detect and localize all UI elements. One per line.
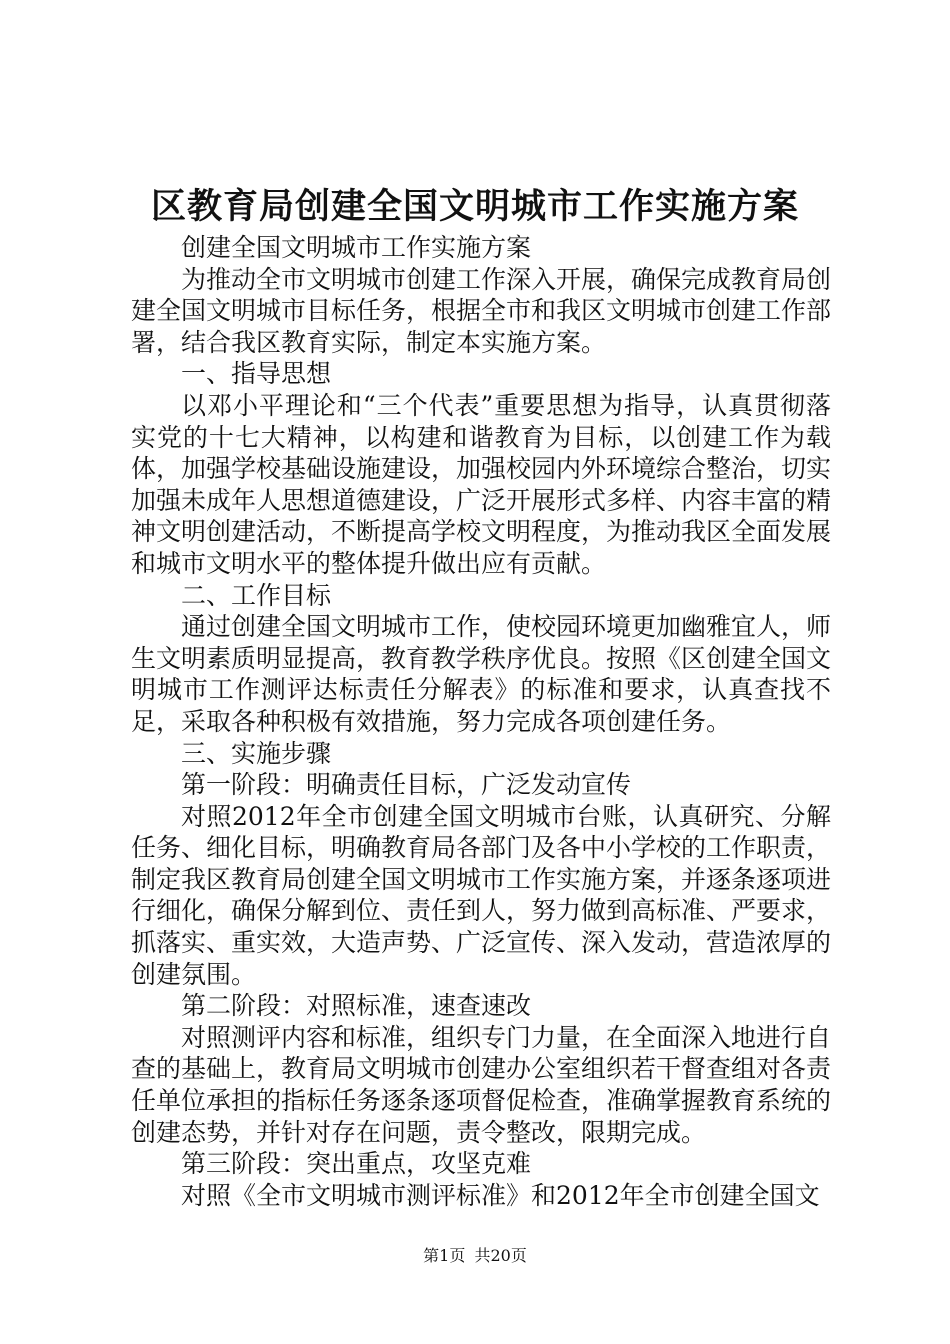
page-number: 第1页 bbox=[423, 1246, 466, 1265]
document-body bbox=[131, 232, 831, 1211]
paragraph-work-goals: 通过创建全国文明城市工作，使校园环境更加幽雅宜人，师生文明素质明显提高，教育教学秩序优良。按照《区创建全国文明城市工作测评达标责任分解表》的标准和要求，认真查找不足，采取各种积极有效措施，努力完成各项创建任务。 bbox=[131, 612, 832, 736]
paragraph-stage-two: 对照测评内容和标准，组织专门力量，在全面深入地进行自查的基础上，教育局文明城市创建办公室组织若干督查组对各责任单位承担的指标任务逐条逐项督促检查，准确掌握教育系统的创建态势，并针对存在问题，责令整改，限期完成。 bbox=[131, 1022, 832, 1147]
page-total: 共20页 bbox=[474, 1246, 527, 1265]
section-heading-work-goals: 二、工作目标 bbox=[181, 580, 332, 610]
stage-heading-one: 第一阶段：明确责任目标，广泛发动宣传 bbox=[181, 770, 632, 800]
page-footer bbox=[0, 1246, 950, 1266]
document-title: 区教育局创建全国文明城市工作实施方案 bbox=[150, 186, 799, 227]
paragraph-subtitle: 创建全国文明城市工作实施方案 bbox=[181, 233, 532, 262]
paragraph-stage-one: 对照2012年全市创建全国文明城市台账，认真研究、分解任务、细化目标，明确教育局各部门及各中小学校的工作职责，制定我区教育局创建全国文明城市工作实施方案，并逐条逐项进行细化，确保分解到位、责任到人，努力做到高标准、严要求，抓落实、重实效，大造声势、广泛宣传、深入发动，营造浓厚的创建氛围。 bbox=[131, 801, 832, 989]
section-heading-guiding-ideology: 一、指导思想 bbox=[181, 359, 332, 389]
paragraph-guiding-ideology: 以邓小平理论和“三个代表”重要思想为指导，认真贯彻落实党的十七大精神，以构建和谐教育为目标，以创建工作为载体，加强学校基础设施建设，加强校园内外环境综合整治，切实加强未成年人思想道德建设，广泛开展形式多样、内容丰富的精神文明创建活动，不断提高学校文明程度，为推动我区全面发展和城市文明水平的整体提升做出应有贡献。 bbox=[131, 390, 832, 578]
section-heading-implementation-steps: 三、实施步骤 bbox=[181, 738, 332, 768]
stage-heading-three: 第三阶段：突出重点，攻坚克难 bbox=[181, 1149, 532, 1179]
paragraph-intro: 为推动全市文明城市创建工作深入开展，确保完成教育局创建全国文明城市目标任务，根据全市和我区文明城市创建工作部署，结合我区教育实际，制定本实施方案。 bbox=[131, 264, 832, 357]
paragraph-stage-three: 对照《全市文明城市测评标准》和2012年全市创建全国文 bbox=[181, 1180, 820, 1210]
stage-heading-two: 第二阶段：对照标准，速查速改 bbox=[181, 991, 532, 1021]
